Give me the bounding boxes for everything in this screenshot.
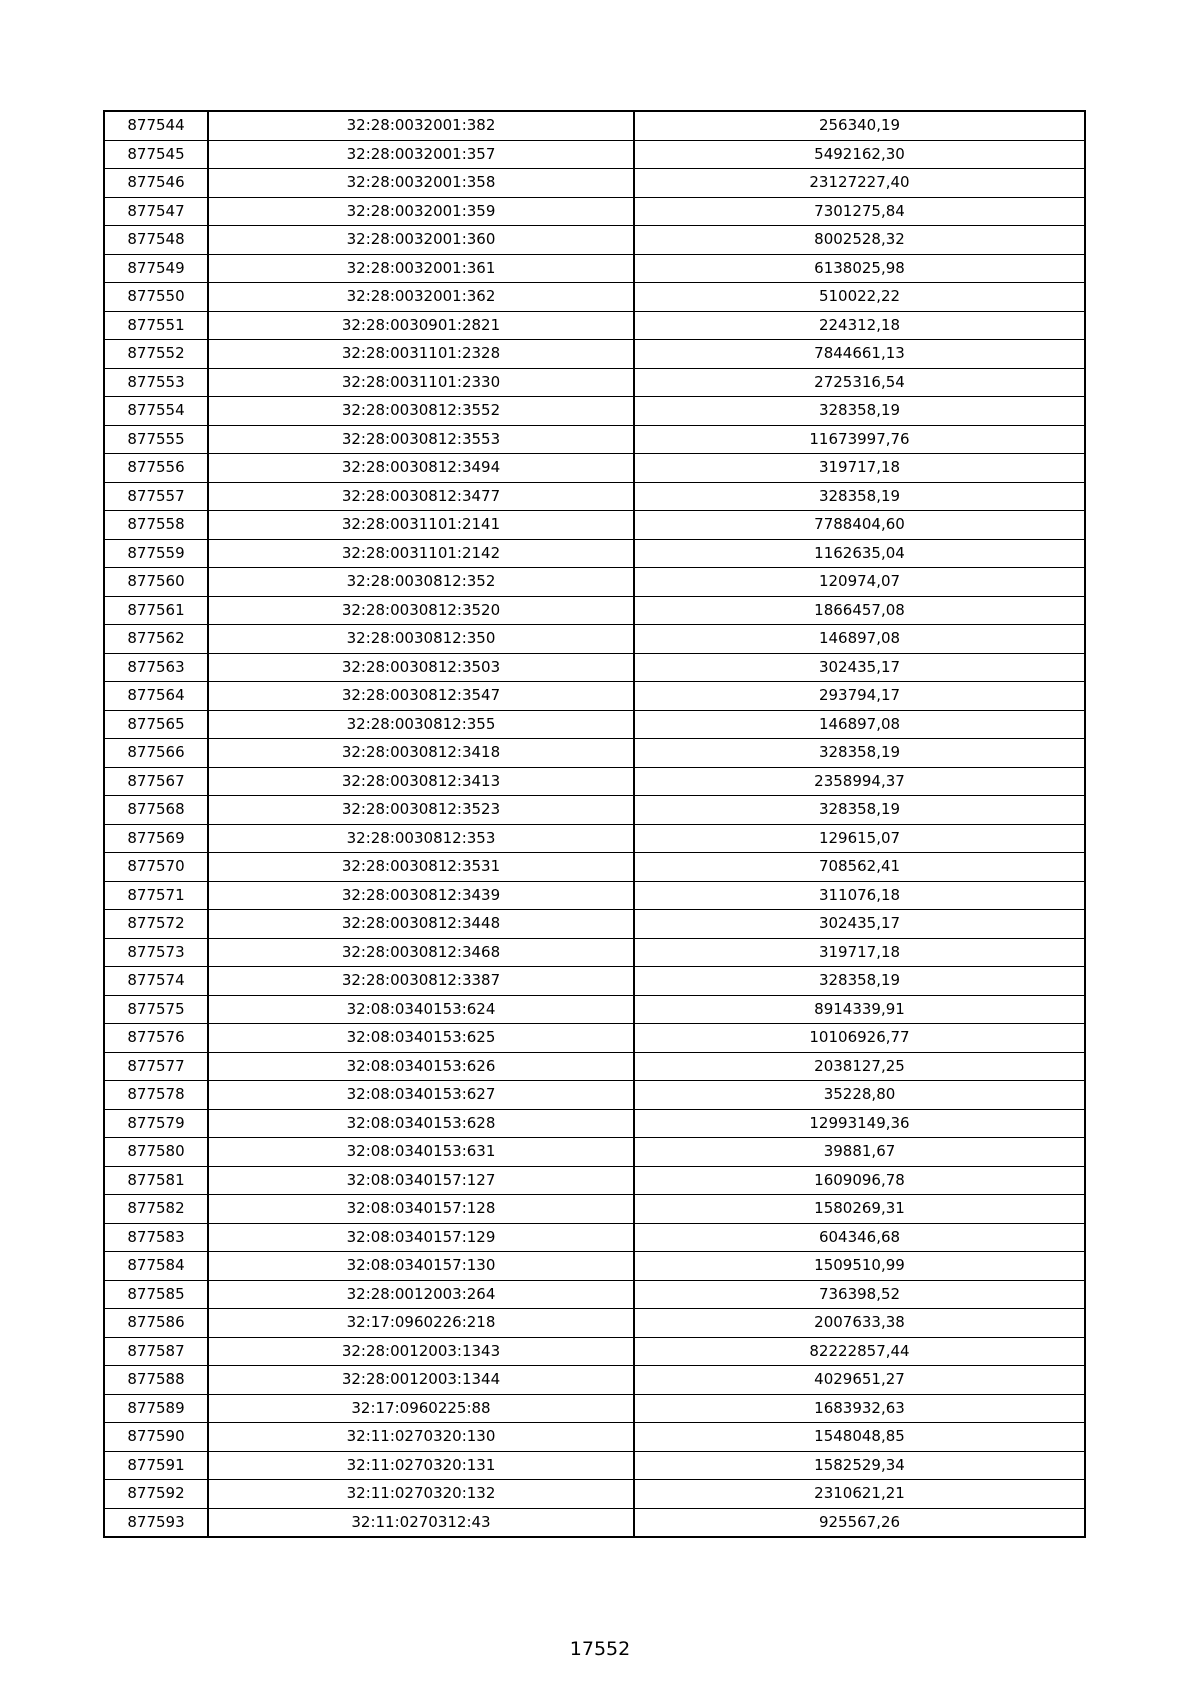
value-cell: 328358,19 — [634, 482, 1085, 511]
table-row — [104, 1508, 1085, 1537]
value-cell: 6138025,98 — [634, 254, 1085, 283]
record-number-cell: 877553 — [104, 368, 208, 397]
value-cell: 604346,68 — [634, 1223, 1085, 1252]
cadastral-number-cell: 32:11:0270312:43 — [208, 1508, 634, 1537]
record-number-cell: 877570 — [104, 853, 208, 882]
record-number-cell: 877571 — [104, 881, 208, 910]
record-number-cell: 877561 — [104, 596, 208, 625]
record-number-cell: 877559 — [104, 539, 208, 568]
record-number-cell: 877552 — [104, 340, 208, 369]
record-number-cell: 877579 — [104, 1109, 208, 1138]
table-row — [104, 169, 1085, 198]
table-row — [104, 682, 1085, 711]
table-row — [104, 1451, 1085, 1480]
record-number-cell: 877592 — [104, 1480, 208, 1509]
record-number-cell: 877580 — [104, 1138, 208, 1167]
record-number-cell: 877560 — [104, 568, 208, 597]
table-row — [104, 254, 1085, 283]
value-cell: 7301275,84 — [634, 197, 1085, 226]
records-table — [103, 110, 1086, 1538]
value-cell: 319717,18 — [634, 938, 1085, 967]
value-cell: 925567,26 — [634, 1508, 1085, 1537]
record-number-cell: 877564 — [104, 682, 208, 711]
table-row — [104, 1337, 1085, 1366]
record-number-cell: 877546 — [104, 169, 208, 198]
table-row — [104, 283, 1085, 312]
table-row — [104, 368, 1085, 397]
cadastral-number-cell: 32:08:0340153:624 — [208, 995, 634, 1024]
record-number-cell: 877567 — [104, 767, 208, 796]
value-cell: 2038127,25 — [634, 1052, 1085, 1081]
value-cell: 1548048,85 — [634, 1423, 1085, 1452]
value-cell: 146897,08 — [634, 710, 1085, 739]
value-cell: 1866457,08 — [634, 596, 1085, 625]
cadastral-number-cell: 32:28:0030812:3520 — [208, 596, 634, 625]
cadastral-number-cell: 32:08:0340157:128 — [208, 1195, 634, 1224]
table-row — [104, 397, 1085, 426]
record-number-cell: 877588 — [104, 1366, 208, 1395]
cadastral-number-cell: 32:28:0012003:264 — [208, 1280, 634, 1309]
table-row — [104, 454, 1085, 483]
value-cell: 8914339,91 — [634, 995, 1085, 1024]
table-row — [104, 197, 1085, 226]
cadastral-number-cell: 32:08:0340153:626 — [208, 1052, 634, 1081]
value-cell: 510022,22 — [634, 283, 1085, 312]
value-cell: 1509510,99 — [634, 1252, 1085, 1281]
cadastral-number-cell: 32:28:0012003:1344 — [208, 1366, 634, 1395]
value-cell: 256340,19 — [634, 111, 1085, 140]
page-number: 17552 — [569, 1638, 631, 1660]
value-cell: 2310621,21 — [634, 1480, 1085, 1509]
record-number-cell: 877550 — [104, 283, 208, 312]
value-cell: 319717,18 — [634, 454, 1085, 483]
record-number-cell: 877593 — [104, 1508, 208, 1537]
cadastral-number-cell: 32:17:0960226:218 — [208, 1309, 634, 1338]
value-cell: 2358994,37 — [634, 767, 1085, 796]
table-row — [104, 340, 1085, 369]
value-cell: 7844661,13 — [634, 340, 1085, 369]
cadastral-number-cell: 32:28:0030812:3552 — [208, 397, 634, 426]
table-row — [104, 938, 1085, 967]
value-cell: 4029651,27 — [634, 1366, 1085, 1395]
value-cell: 302435,17 — [634, 910, 1085, 939]
cadastral-number-cell: 32:08:0340157:129 — [208, 1223, 634, 1252]
table-row — [104, 967, 1085, 996]
cadastral-number-cell: 32:28:0030812:3468 — [208, 938, 634, 967]
table-row — [104, 596, 1085, 625]
record-number-cell: 877576 — [104, 1024, 208, 1053]
cadastral-number-cell: 32:28:0030812:3418 — [208, 739, 634, 768]
cadastral-number-cell: 32:28:0030812:3553 — [208, 425, 634, 454]
table-row — [104, 1394, 1085, 1423]
table-row — [104, 625, 1085, 654]
record-number-cell: 877589 — [104, 1394, 208, 1423]
cadastral-number-cell: 32:11:0270320:132 — [208, 1480, 634, 1509]
record-number-cell: 877565 — [104, 710, 208, 739]
record-number-cell: 877581 — [104, 1166, 208, 1195]
table-row — [104, 140, 1085, 169]
table-row — [104, 425, 1085, 454]
table-row — [104, 710, 1085, 739]
value-cell: 7788404,60 — [634, 511, 1085, 540]
cadastral-number-cell: 32:28:0030812:3477 — [208, 482, 634, 511]
cadastral-number-cell: 32:28:0030812:355 — [208, 710, 634, 739]
table-row — [104, 1052, 1085, 1081]
value-cell: 293794,17 — [634, 682, 1085, 711]
table-row — [104, 1195, 1085, 1224]
table-row — [104, 767, 1085, 796]
cadastral-number-cell: 32:28:0030812:3448 — [208, 910, 634, 939]
record-number-cell: 877591 — [104, 1451, 208, 1480]
table-row — [104, 739, 1085, 768]
record-number-cell: 877568 — [104, 796, 208, 825]
cadastral-number-cell: 32:28:0012003:1343 — [208, 1337, 634, 1366]
record-number-cell: 877549 — [104, 254, 208, 283]
table-row — [104, 1366, 1085, 1395]
cadastral-number-cell: 32:28:0031101:2328 — [208, 340, 634, 369]
cadastral-number-cell: 32:08:0340153:625 — [208, 1024, 634, 1053]
table-row — [104, 910, 1085, 939]
table-row — [104, 1081, 1085, 1110]
table-row — [104, 539, 1085, 568]
table-row — [104, 568, 1085, 597]
cadastral-number-cell: 32:28:0032001:361 — [208, 254, 634, 283]
cadastral-number-cell: 32:28:0030812:3387 — [208, 967, 634, 996]
record-number-cell: 877574 — [104, 967, 208, 996]
value-cell: 11673997,76 — [634, 425, 1085, 454]
table-row — [104, 482, 1085, 511]
value-cell: 1582529,34 — [634, 1451, 1085, 1480]
record-number-cell: 877563 — [104, 653, 208, 682]
table-row — [104, 881, 1085, 910]
record-number-cell: 877585 — [104, 1280, 208, 1309]
cadastral-number-cell: 32:28:0030812:3494 — [208, 454, 634, 483]
record-number-cell: 877566 — [104, 739, 208, 768]
cadastral-number-cell: 32:17:0960225:88 — [208, 1394, 634, 1423]
table-row — [104, 1109, 1085, 1138]
cadastral-number-cell: 32:28:0030901:2821 — [208, 311, 634, 340]
cadastral-number-cell: 32:28:0030812:3547 — [208, 682, 634, 711]
record-number-cell: 877558 — [104, 511, 208, 540]
value-cell: 224312,18 — [634, 311, 1085, 340]
table-row — [104, 1252, 1085, 1281]
table-row — [104, 1024, 1085, 1053]
cadastral-number-cell: 32:28:0030812:3439 — [208, 881, 634, 910]
value-cell: 1580269,31 — [634, 1195, 1085, 1224]
record-number-cell: 877556 — [104, 454, 208, 483]
value-cell: 1162635,04 — [634, 539, 1085, 568]
cadastral-number-cell: 32:08:0340157:130 — [208, 1252, 634, 1281]
value-cell: 12993149,36 — [634, 1109, 1085, 1138]
record-number-cell: 877586 — [104, 1309, 208, 1338]
record-number-cell: 877590 — [104, 1423, 208, 1452]
value-cell: 302435,17 — [634, 653, 1085, 682]
value-cell: 146897,08 — [634, 625, 1085, 654]
table-row — [104, 1223, 1085, 1252]
record-number-cell: 877577 — [104, 1052, 208, 1081]
value-cell: 10106926,77 — [634, 1024, 1085, 1053]
cadastral-number-cell: 32:28:0032001:357 — [208, 140, 634, 169]
record-number-cell: 877569 — [104, 824, 208, 853]
table-row — [104, 1138, 1085, 1167]
cadastral-number-cell: 32:08:0340153:627 — [208, 1081, 634, 1110]
value-cell: 1609096,78 — [634, 1166, 1085, 1195]
cadastral-number-cell: 32:28:0032001:358 — [208, 169, 634, 198]
record-number-cell: 877578 — [104, 1081, 208, 1110]
value-cell: 129615,07 — [634, 824, 1085, 853]
table-row — [104, 824, 1085, 853]
table-row — [104, 111, 1085, 140]
cadastral-number-cell: 32:28:0032001:360 — [208, 226, 634, 255]
cadastral-number-cell: 32:28:0030812:3503 — [208, 653, 634, 682]
table-row — [104, 1166, 1085, 1195]
cadastral-number-cell: 32:08:0340153:631 — [208, 1138, 634, 1167]
table-row — [104, 1480, 1085, 1509]
value-cell: 328358,19 — [634, 796, 1085, 825]
value-cell: 5492162,30 — [634, 140, 1085, 169]
value-cell: 23127227,40 — [634, 169, 1085, 198]
cadastral-number-cell: 32:08:0340157:127 — [208, 1166, 634, 1195]
cadastral-number-cell: 32:28:0032001:359 — [208, 197, 634, 226]
value-cell: 2007633,38 — [634, 1309, 1085, 1338]
table-row — [104, 796, 1085, 825]
cadastral-number-cell: 32:28:0030812:350 — [208, 625, 634, 654]
record-number-cell: 877547 — [104, 197, 208, 226]
cadastral-number-cell: 32:11:0270320:131 — [208, 1451, 634, 1480]
table-row — [104, 853, 1085, 882]
value-cell: 120974,07 — [634, 568, 1085, 597]
record-number-cell: 877583 — [104, 1223, 208, 1252]
record-number-cell: 877572 — [104, 910, 208, 939]
record-number-cell: 877554 — [104, 397, 208, 426]
table-row — [104, 1423, 1085, 1452]
cadastral-number-cell: 32:11:0270320:130 — [208, 1423, 634, 1452]
record-number-cell: 877573 — [104, 938, 208, 967]
value-cell: 328358,19 — [634, 967, 1085, 996]
cadastral-number-cell: 32:28:0030812:3531 — [208, 853, 634, 882]
table-row — [104, 995, 1085, 1024]
value-cell: 708562,41 — [634, 853, 1085, 882]
record-number-cell: 877562 — [104, 625, 208, 654]
cadastral-number-cell: 32:28:0030812:353 — [208, 824, 634, 853]
cadastral-number-cell: 32:28:0030812:352 — [208, 568, 634, 597]
record-number-cell: 877557 — [104, 482, 208, 511]
record-number-cell: 877551 — [104, 311, 208, 340]
value-cell: 328358,19 — [634, 739, 1085, 768]
cadastral-number-cell: 32:28:0031101:2142 — [208, 539, 634, 568]
table-row — [104, 1280, 1085, 1309]
value-cell: 8002528,32 — [634, 226, 1085, 255]
record-number-cell: 877548 — [104, 226, 208, 255]
record-number-cell: 877582 — [104, 1195, 208, 1224]
table-row — [104, 511, 1085, 540]
value-cell: 39881,67 — [634, 1138, 1085, 1167]
table-row — [104, 311, 1085, 340]
cadastral-number-cell: 32:28:0031101:2141 — [208, 511, 634, 540]
record-number-cell: 877584 — [104, 1252, 208, 1281]
value-cell: 35228,80 — [634, 1081, 1085, 1110]
value-cell: 311076,18 — [634, 881, 1085, 910]
record-number-cell: 877555 — [104, 425, 208, 454]
cadastral-number-cell: 32:28:0031101:2330 — [208, 368, 634, 397]
value-cell: 328358,19 — [634, 397, 1085, 426]
record-number-cell: 877587 — [104, 1337, 208, 1366]
record-number-cell: 877575 — [104, 995, 208, 1024]
value-cell: 2725316,54 — [634, 368, 1085, 397]
record-number-cell: 877544 — [104, 111, 208, 140]
table-row — [104, 226, 1085, 255]
value-cell: 1683932,63 — [634, 1394, 1085, 1423]
records-body — [104, 111, 1085, 1537]
cadastral-number-cell: 32:08:0340153:628 — [208, 1109, 634, 1138]
cadastral-number-cell: 32:28:0030812:3523 — [208, 796, 634, 825]
cadastral-number-cell: 32:28:0032001:362 — [208, 283, 634, 312]
table-row — [104, 1309, 1085, 1338]
record-number-cell: 877545 — [104, 140, 208, 169]
table-row — [104, 653, 1085, 682]
cadastral-number-cell: 32:28:0032001:382 — [208, 111, 634, 140]
value-cell: 82222857,44 — [634, 1337, 1085, 1366]
cadastral-number-cell: 32:28:0030812:3413 — [208, 767, 634, 796]
value-cell: 736398,52 — [634, 1280, 1085, 1309]
